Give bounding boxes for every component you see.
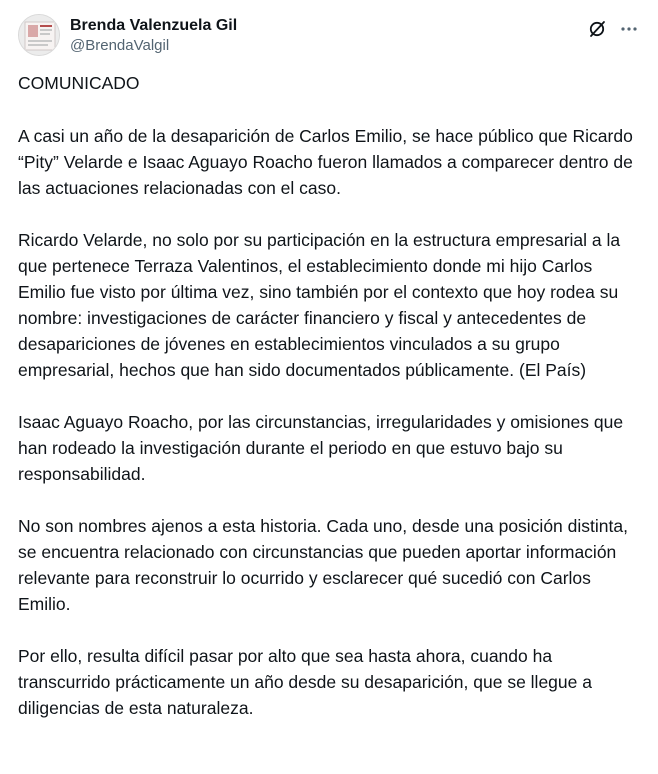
post-header bbox=[18, 14, 640, 62]
author-display-name[interactable]: Brenda Valenzuela Gil bbox=[70, 17, 238, 34]
post-paragraph: Isaac Aguayo Roacho, por las circunstancias, irregularidades y omisiones que han rodeado la investigación durante el periodo en que estuvo bajo su responsabilidad. bbox=[18, 412, 624, 484]
post-text bbox=[18, 70, 640, 747]
post-actions bbox=[586, 18, 640, 40]
grok-icon[interactable] bbox=[586, 18, 608, 40]
post-paragraph: Por ello, resulta difícil pasar por alto que sea hasta ahora, cuando ha transcurrido prácticamente un año desde su desaparición, que se llegue a diligencias de esta naturaleza. bbox=[18, 646, 592, 718]
author-handle[interactable]: @BrendaValgil bbox=[70, 37, 170, 54]
post-paragraph: A casi un año de la desaparición de Carlos Emilio, se hace público que Ricardo “Pity” Velarde e Isaac Aguayo Roacho fueron llamados a comparecer dentro de las actuaciones relacionadas con el caso. bbox=[18, 126, 633, 198]
post-paragraph: Ricardo Velarde, no solo por su participación en la estructura empresarial a la que pertenece Terraza Valentinos, el establecimiento donde mi hijo Carlos Emilio fue visto por última vez, sino también por el contexto que hoy rodea su nombre: investigaciones de carácter financiero y fiscal y antecedentes de desapariciones de jóvenes en establecimientos vinculados a su grupo empresarial, hechos que han sido documentados públicamente. (El País) bbox=[18, 230, 621, 380]
more-icon[interactable] bbox=[618, 18, 640, 40]
post-paragraph: No son nombres ajenos a esta historia. Cada uno, desde una posición distinta, se encuentra relacionado con circunstancias que pueden aportar información relevante para reconstruir lo ocurrido y esclarecer qué sucedió con Carlos Emilio. bbox=[18, 516, 628, 614]
avatar[interactable] bbox=[18, 14, 60, 56]
grok-icon-glyph bbox=[587, 19, 607, 39]
author-info bbox=[70, 16, 237, 56]
more-icon-glyph bbox=[619, 19, 639, 39]
avatar-image bbox=[19, 15, 60, 56]
post-title: COMUNICADO bbox=[18, 73, 140, 93]
